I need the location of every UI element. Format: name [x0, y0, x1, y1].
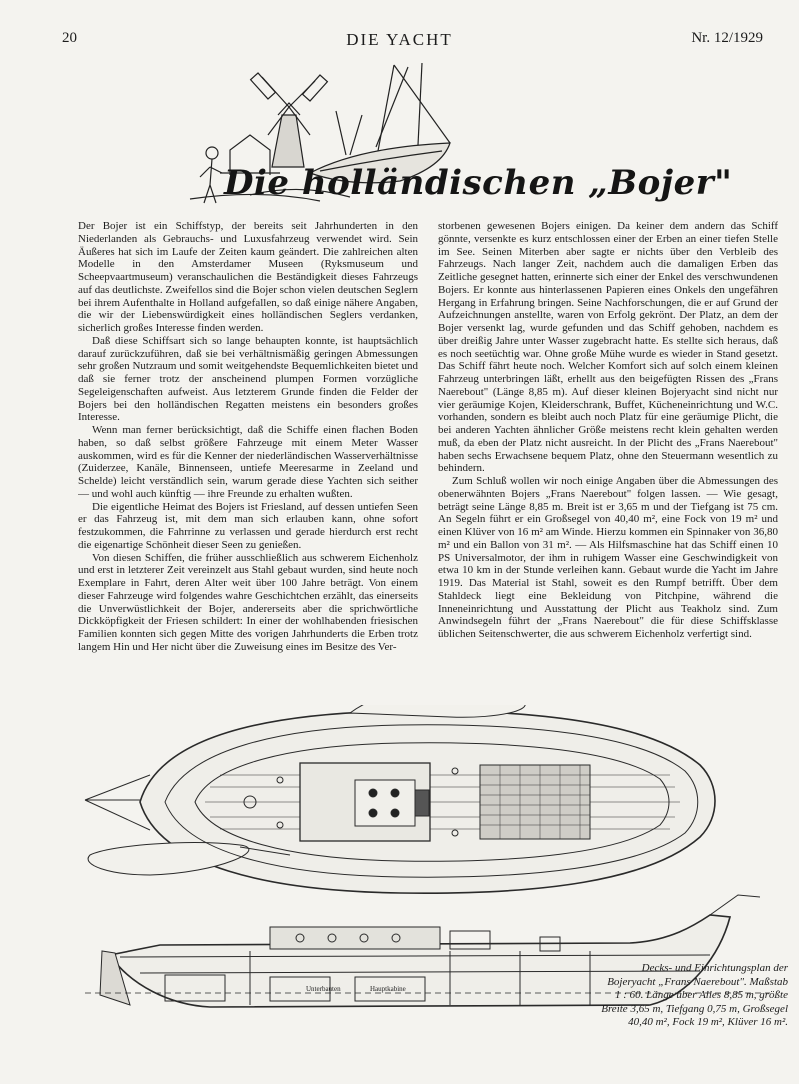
- running-head: [0, 30, 799, 52]
- magazine-name: DIE YACHT: [346, 30, 453, 49]
- paragraph: storbenen gewesenen Bojers einigen. Da keiner dem andern das Schiff gönnte, versenkte es kurz entschlossen einer der Erben an einer tiefen Stelle im See. Seinen Miterben aber sagte er nichts über den Verbleib des Fahrzeugs. Nach langer Zeit, nachdem auch die damaligen Erben das Zeitliche gesegnet hatten, erinnerte sich einer der Enkel des verschwundenen Bojers. Er konnte aus hinterlassenen Papieren eines Onkels den ungefähren Hergang in Erfahrung bringen. Seine Nachforschungen, die er auf Grund der Aufzeichnungen anstellte, waren von Erfolg gekrönt. Der Platz, an dem der Bojer versenkt lag, wurde gefunden und das Schiff gehoben, nachdem es über dreißig Jahre unter Wasser zugebracht hatte. Es stellte sich heraus, daß es noch seetüchtig war. Ohne große Mühe wurde es wieder in Stand gesetzt. Das Schiff fährt heute noch. Welcher Komfort sich auf solch einem kleinen Fahrzeug unterbringen läßt, erhellt aus den beigefügten Rissen des „Frans Naerebout" (Länge 8,85 m). Auf dieser kleinen Bojeryacht sind nicht nur vier geräumige Kojen, Kleiderschrank, Buffet, Kücheneinrichtung und W.C. vorhanden, sondern es bleibt auch noch Platz für eine geräumige Plicht, die bei anderen Yachten ähnlicher Größe meistens recht klein gehalten werden muß, da eben der Platz nicht ausreicht. In der Plicht des „Frans Naerebout" haben sechs Erwachsene bequem Platz, ohne den Steuermann wesentlich zu behindern.: [438, 220, 778, 475]
- article-column-right: [438, 220, 778, 700]
- paragraph: Der Bojer ist ein Schiffstyp, der bereits seit Jahrhunderten in den Niederlanden als Gebrauchs- und Luxusfahrzeug verwendet wird. Sein Äußeres hat sich im Laufe der Zeiten kaum geändert. Die zahlreichen alten Modelle in den Amsterdamer Museen (Ryksmuseum und Scheepvaartmuseum) veranschaulichen die Beständigkeit dieses Fahrzeugs auf das deutlichste. Zweifellos sind die Bojer schon vielen deutschen Seglern bei ihrem Aufenthalte in Holland aufgefallen, so daß einige nähere Angaben, die wir der Liebenswürdigkeit eines holländischen Seglers verdanken, sicherlich großes Interesse finden werden.: [78, 220, 418, 334]
- figure-caption: Decks- und Einrichtungsplan der Bojeryacht „Frans Naerebout". Maßstab 1 : 60. Länge über Alles 8,85 m, größte Breite 3,65 m, Tiefgang 0,75 m, Großsegel 40,40 m², Fock 19 m², Klüver 16 m².: [601, 962, 788, 1028]
- paragraph: Von diesen Schiffen, die früher ausschließlich aus schwerem Eichenholz und erst in letzterer Zeit vereinzelt aus Stahl gebaut wurden, sind heute noch Exemplare in Fahrt, deren Alter weit über 100 Jahre beträgt. Von einem dieser Fahrzeuge wird folgendes wahre Geschichtchen erzählt, das einerseits die Unverwüstlichkeit der Bojer, andererseits aber die sprichwörtliche Dickköpfigkeit der Friesen schildert: In einer der wohlhabenden friesischen Familien konnten sich gegen Mitte des vorigen Jahrhunderts die Erben trotz langem Hin und Her nicht über die Zuweisung eines im Besitze des Ver-: [78, 551, 418, 653]
- issue-number: Nr. 12/1929: [691, 30, 763, 46]
- profile-label-unterbauten: Unterbauten: [306, 985, 341, 993]
- paragraph: Wenn man ferner berücksichtigt, daß die Schiffe einen flachen Boden haben, so daß selbst größere Fahrzeuge mit einem Meter Wasser auskommen, wird es für die Kenner der niederländischen Wasserverhältnisse (Zuiderzee, Kanäle, Binnenseen, untiefe Meeresarme in Zeeland und Schelde) leicht verständlich sein, warum gerade diese Yachten sich seither — und wohl auch künftig — ihre Freunde zu erhalten wußten.: [78, 424, 418, 500]
- page-number: 20: [62, 30, 77, 46]
- article-column-left: [78, 220, 418, 700]
- profile-label-hauptkabine: Hauptkabine: [370, 985, 406, 993]
- paragraph: Zum Schluß wollen wir noch einige Angaben über die Abmessungen des obenerwähnten Bojers „Frans Naerebout" folgen lassen. — Wie gesagt, beträgt seine Länge 8,85 m. Breit ist er 3,65 m und der Tiefgang ist 75 cm. An Segeln führt er ein Großsegel von 40,40 m², eine Fock von 19 m² und einen Klüver von 16 m² am Winde. Hierzu kommen ein Spinnaker von 36,80 m² und ein Ballon von 31 m². — Als Hilfsmaschine hat das Schiff einen 10 PS Universalmotor, der ihm in ruhigem Wasser eine Geschwindigkeit von etwa 10 km in der Stunde verleihen kann. Gebaut wurde die Yacht im Jahre 1919. Das Material ist Stahl, soweit es den Rumpf betrifft. Über dem Stahldeck liegt eine Bekleidung von Pitchpine, während die Inneneinrichtung und Ausstattung der Plicht aus Teakholz sind. Zum Anwindsegeln führt der „Frans Naerebout" die für diese Schiffsklasse üblichen Seitenschwerter, die aus schwerem Eichenholz verfertigt sind.: [438, 475, 778, 640]
- article-title: Die holländischen „Bojer": [224, 163, 733, 203]
- paragraph: Die eigentliche Heimat des Bojers ist Friesland, auf dessen untiefen Seen er das Fahrzeug ist, mit dem man sich erlauben kann, ohne sofort festzukommen, die Fahrrinne zu verlassen und gerade hierdurch erst recht die eigenartige Schönheit dieser Seen zu genießen.: [78, 500, 418, 551]
- paragraph: Daß diese Schiffsart sich so lange behaupten konnte, ist hauptsächlich darauf zurückzuführen, daß sie bei verhältnismäßig geringen Abmessungen sehr großen Nutzraum und somit weitgehendste Bequemlichkeiten bietet und daß sie ferner trotz der anscheinend plumpen Formen vorzügliche Segeleigenschaften aufweist. Aus letzterem Grunde finden die Felder der Bojers bei den holländischen Regatten meistens ein besonders großes Interesse.: [78, 334, 418, 424]
